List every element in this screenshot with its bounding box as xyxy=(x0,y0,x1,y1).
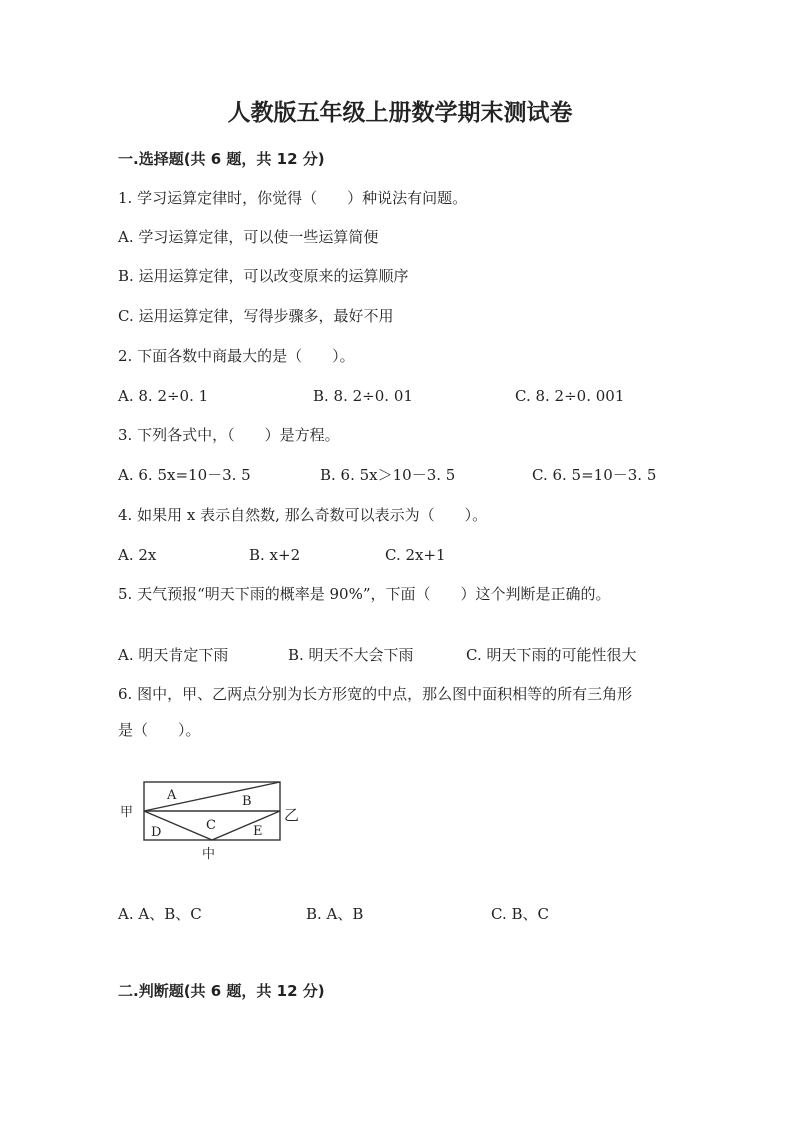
q1-option-a[interactable]: A. 学习运算定律，可以使一些运算简便 xyxy=(118,228,379,246)
page-title: 人教版五年级上册数学期末测试卷 xyxy=(227,100,573,126)
q3-option-a[interactable]: A. 6. 5x=10－3. 5 xyxy=(118,466,251,484)
q4-stem: 4. 如果用 x 表示自然数, 那么奇数可以表示为（ ）。 xyxy=(118,506,488,524)
label-zhong: 中 xyxy=(202,847,216,862)
line-yi-zhong xyxy=(212,811,280,840)
q6-option-c[interactable]: C. B、C xyxy=(491,905,549,923)
label-e: E xyxy=(253,824,263,839)
q5-option-b[interactable]: B. 明天不大会下雨 xyxy=(288,646,414,664)
label-b: B xyxy=(242,794,252,809)
label-yi: 乙 xyxy=(284,806,300,824)
label-c: C xyxy=(206,818,216,833)
section-2-heading: 二.判断题(共 6 题，共 12 分) xyxy=(118,982,325,1000)
q2-option-b[interactable]: B. 8. 2÷0. 01 xyxy=(313,387,413,405)
q6-option-b[interactable]: B. A、B xyxy=(306,905,364,923)
q4-option-a[interactable]: A. 2x xyxy=(118,546,157,564)
q1-stem: 1. 学习运算定律时，你觉得（ ）种说法有问题。 xyxy=(118,189,468,207)
q6-geometry-figure xyxy=(118,770,308,870)
q3-stem: 3. 下列各式中，（ ）是方程。 xyxy=(118,426,340,444)
q3-option-b[interactable]: B. 6. 5x＞10－3. 5 xyxy=(320,466,456,484)
q6-option-a[interactable]: A. A、B、C xyxy=(118,905,202,923)
label-d: D xyxy=(151,825,162,840)
q3-option-c[interactable]: C. 6. 5=10－3. 5 xyxy=(532,466,657,484)
q6-stem-line2: 是（ ）。 xyxy=(118,721,201,739)
q1-option-c[interactable]: C. 运用运算定律，写得步骤多，最好不用 xyxy=(118,307,394,325)
q5-stem: 5. 天气预报“明天下雨的概率是 90%”，下面（ ）这个判断是正确的。 xyxy=(118,585,611,603)
q4-option-b[interactable]: B. x+2 xyxy=(249,546,301,564)
q5-option-a[interactable]: A. 明天肯定下雨 xyxy=(118,646,229,664)
q1-option-b[interactable]: B. 运用运算定律，可以改变原来的运算顺序 xyxy=(118,267,409,285)
q6-stem-line1: 6. 图中，甲、乙两点分别为长方形宽的中点，那么图中面积相等的所有三角形 xyxy=(118,685,633,703)
diagonal-jia-top-right xyxy=(144,782,280,811)
q5-option-c[interactable]: C. 明天下雨的可能性很大 xyxy=(466,646,637,664)
label-jia: 甲 xyxy=(120,805,134,820)
q2-option-a[interactable]: A. 8. 2÷0. 1 xyxy=(118,387,209,405)
q2-option-c[interactable]: C. 8. 2÷0. 001 xyxy=(515,387,625,405)
label-a: A xyxy=(167,788,177,803)
section-1-heading: 一.选择题(共 6 题，共 12 分) xyxy=(118,150,325,168)
q4-option-c[interactable]: C. 2x+1 xyxy=(385,546,446,564)
q2-stem: 2. 下面各数中商最大的是（ ）。 xyxy=(118,347,355,365)
